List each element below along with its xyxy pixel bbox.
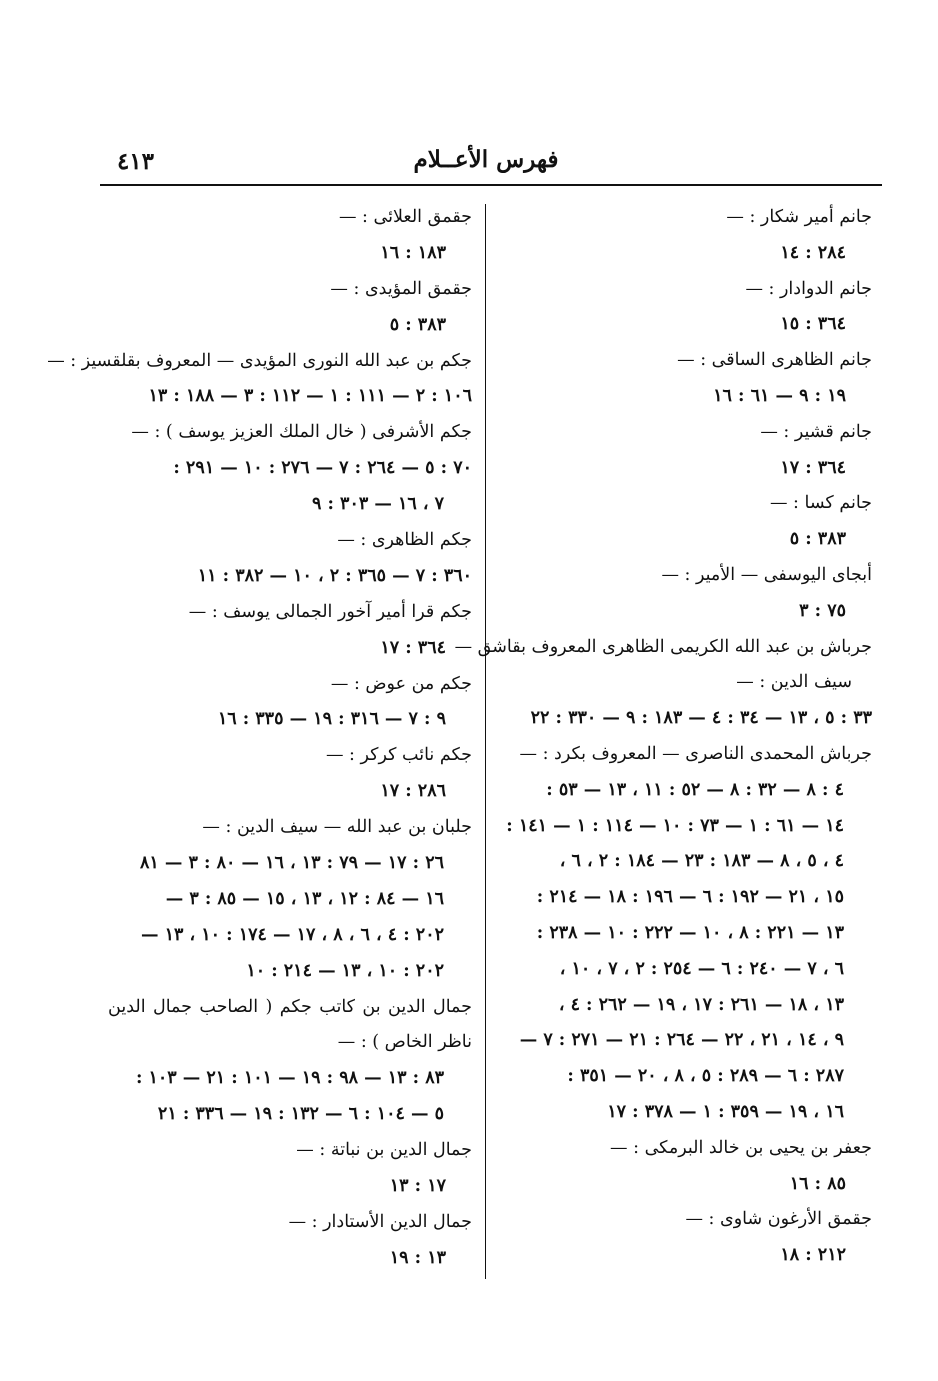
index-entry-refs: ١٣ : ١٩ <box>389 1247 446 1268</box>
index-entry-refs: ٢٨٦ : ١٧ <box>380 781 446 802</box>
index-entry-name: جمال الدين بن كاتب جكم ( الصاحب جمال الدين <box>108 996 472 1017</box>
index-entry-refs: ٣٨٣ : ٥ <box>789 529 846 550</box>
index-entry-name: جرباش المحمدى الناصرى — المعروف بكرد : — <box>519 743 872 764</box>
index-entry-name: جمال الدين بن نباتة : — <box>296 1140 472 1161</box>
index-entry-name-cont: سيف الدين : — <box>736 672 852 693</box>
index-entry-name: جقمق المؤيدى : — <box>330 278 472 299</box>
index-entry-name: جانم قشير : — <box>760 421 872 442</box>
index-entry-refs: ٦ ، ٧ — ٢٤٠ : ٦ — ٢٥٤ : ٢ ، ٧ ، ١٠ ، <box>559 958 844 979</box>
index-entry-name: جرباش بن عبد الله الكريمى الظاهرى المعروف بقاشق — <box>454 636 872 657</box>
index-entry-refs: ٤ : ٨ — ٣٢ : ٨ — ٥٢ : ١١ ، ١٣ — ٥٣ : <box>546 779 844 800</box>
index-entry-name: جانم أمير شكار : — <box>726 207 872 227</box>
index-entry-refs: ٢٦ : ١٧ — ٧٩ : ١٣ ، ١٦ — ٨٠ : ٣ — ٨١ <box>140 853 444 874</box>
index-entry-refs: ٩ ، ١٤ ، ٢١ ، ٢٢ — ٢٦٤ : ٢١ — ٢٧١ : ٧ — <box>519 1030 844 1051</box>
index-entry-refs: ٢٠٢ : ٤ ، ٦ ، ٨ ، ١٧ — ١٧٤ : ١٠ ، ١٣ — <box>140 924 444 945</box>
index-entry-refs: ٣٦٤ : ١٥ <box>780 314 846 335</box>
index-entry-refs: ١٥ ، ٢١ — ١٩٢ : ٦ — ١٩٦ : ١٨ — ٢١٤ : <box>536 887 844 908</box>
index-entry-refs: ٢٨٤ : ١٤ <box>780 242 846 263</box>
index-entry-refs: ٧٥ : ٣ <box>799 600 846 621</box>
index-entry-refs: ١٧ : ١٣ <box>389 1176 446 1197</box>
index-entry-name: جكم الظاهرى : — <box>337 530 472 551</box>
index-entry-refs: ١٩ : ٩ — ٦١ : ١٦ <box>713 385 846 406</box>
index-entry-name: ناظر الخاص ) : — <box>337 1032 472 1053</box>
page-number: ٤١٣ <box>116 148 154 175</box>
index-entry-refs: ١٣ — ٢٢١ : ٨ ، ١٠ — ٢٢٢ : ١٠ — ٢٣٨ : <box>536 922 844 943</box>
index-entry-refs: ٣٨٣ : ٥ <box>389 314 446 335</box>
index-entry-name: جكم الأشرفى ( خال الملك العزيز يوسف ) : — <box>131 422 472 443</box>
index-entry-refs: ٤ ، ٥ ، ٨ — ١٨٣ : ٢٣ — ١٨٤ : ٢ ، ٦ ، <box>559 851 844 872</box>
page-title: فهرس الأعــلام <box>413 146 559 173</box>
index-entry-refs: ٣٣ : ٥ ، ١٣ — ٣٤ : ٤ — ١٨٣ : ٩ — ٣٣٠ : ٢٢ <box>530 708 872 729</box>
index-entry-name: جقمق العلائى : — <box>338 207 472 227</box>
index-entry-name: جكم نائب كركر : — <box>325 745 472 766</box>
index-entry-name: جانم كسا : — <box>769 493 872 514</box>
index-entry-name: جمال الدين الأستادار : — <box>288 1211 472 1232</box>
index-entry-name: جقمق الأرغون شاوى : — <box>685 1209 872 1230</box>
index-entry-refs: ٢٠٢ : ١٠ ، ١٣ — ٢١٤ : ١٠ <box>246 960 444 981</box>
index-entry-refs: ١٣ ، ١٨ — ٢٦١ : ١٧ ، ١٩ — ٢٦٢ : ٤ ، <box>558 994 844 1015</box>
index-entry-name: جكم قرا أمير آخور الجمالى يوسف : — <box>188 601 472 622</box>
index-column-left <box>47 200 472 1277</box>
index-entry-name: جانم الدوادار : — <box>745 278 872 299</box>
index-entry-refs: ٢١٢ : ١٨ <box>780 1245 846 1266</box>
index-entry-refs: ١٦ — ٨٤ : ١٢ ، ١٣ ، ١٥ — ٨٥ : ٣ — <box>165 888 444 909</box>
header-rule <box>100 184 882 186</box>
index-entry-refs: ٧ ، ١٦ — ٣٠٣ : ٩ <box>311 494 444 515</box>
index-entry-refs: ٣٦٠ : ٧ — ٣٦٥ : ٢ ، ١٠ — ٣٨٢ : ١١ <box>197 565 472 586</box>
index-entry-refs: ١٤ — ٦١ : ١ — ٧٣ : ١٠ — ١١٤ : ١ — ١٤١ : <box>506 815 844 836</box>
index-entry-refs: ١٠٦ : ٢ — ١١١ : ١ — ١١٢ : ٣ — ١٨٨ : ١٣ <box>148 386 472 407</box>
index-entry-refs: ١٨٣ : ١٦ <box>380 242 446 263</box>
index-entry-refs: ٣٦٤ : ١٧ <box>780 457 846 478</box>
index-column-right <box>454 200 872 1274</box>
index-entry-refs: ٧٠ : ٥ — ٢٦٤ : ٧ — ٢٧٦ : ١٠ — ٢٩١ : <box>173 458 472 479</box>
index-entry-refs: ١٦ ، ١٩ — ٣٥٩ : ١ — ٣٧٨ : ١٧ <box>607 1101 844 1122</box>
index-entry-name: أبجاى اليوسفى — الأمير : — <box>661 564 872 585</box>
index-entry-refs: ٨٥ : ١٦ <box>789 1173 846 1194</box>
page-header <box>88 140 884 188</box>
index-entry-refs: ٩ : ٧ — ٣١٦ : ١٩ — ٣٣٥ : ١٦ <box>217 709 446 730</box>
index-entry-refs: ٨٣ : ١٣ — ٩٨ : ١٩ — ١٠١ : ٢١ — ١٠٣ : <box>135 1068 444 1089</box>
index-entry-name: جكم من عوض : — <box>330 673 472 694</box>
index-entry-name: جانم الظاهرى الساقى : — <box>677 350 872 371</box>
index-entry-name: جكم بن عبد الله النورى المؤيدى — المعروف بقلقسيز : — <box>47 350 472 371</box>
index-entry-refs: ٥ — ١٠٤ : ٦ — ١٣٢ : ١٩ — ٣٣٦ : ٢١ <box>157 1104 444 1125</box>
index-entry-name: جلبان بن عبد الله — سيف الدين : — <box>202 817 472 838</box>
index-entry-name: جعفر بن يحيى بن خالد البرمكى : — <box>610 1137 872 1158</box>
index-entry-refs: ٢٨٧ : ٦ — ٢٨٩ : ٥ ، ٨ ، ٢٠ — ٣٥١ : <box>567 1066 844 1087</box>
index-entry-refs: ٣٦٤ : ١٧ <box>380 637 446 658</box>
column-divider <box>485 204 486 1279</box>
